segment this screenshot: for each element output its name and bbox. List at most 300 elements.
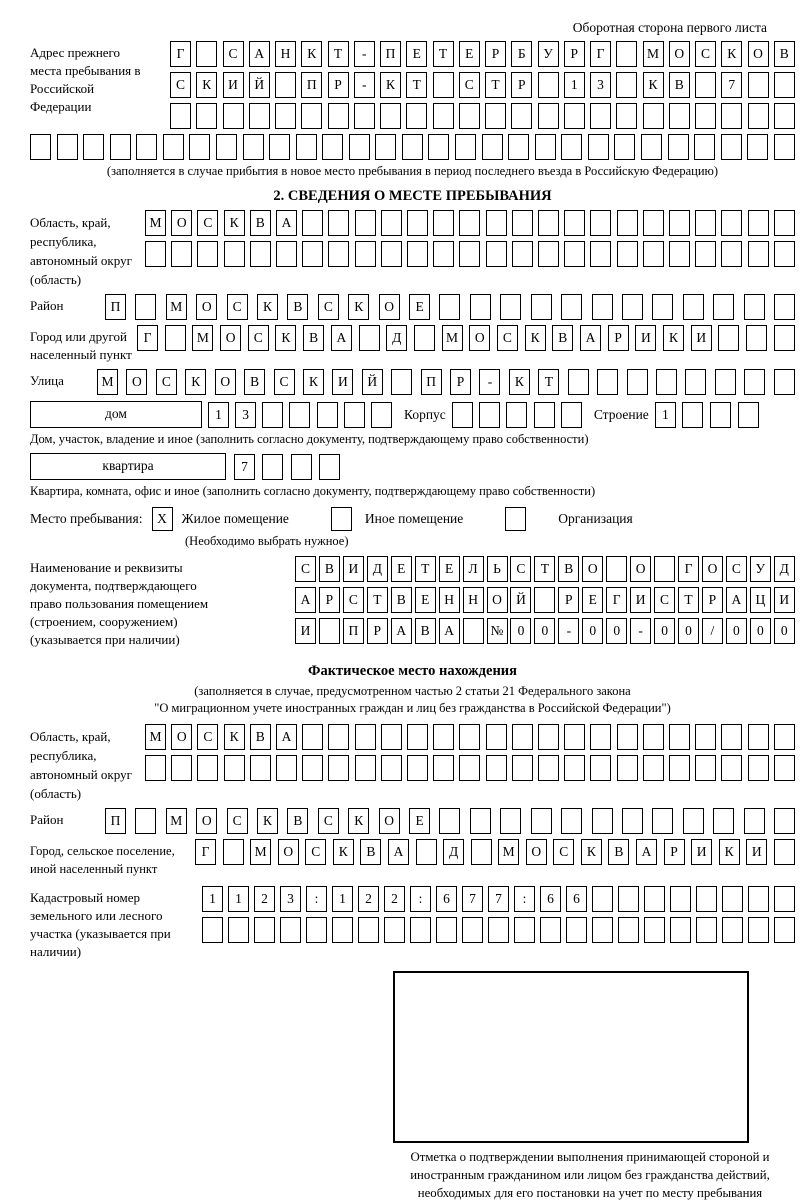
char-cell[interactable] — [669, 103, 690, 129]
char-cell[interactable]: К — [348, 808, 369, 834]
char-cell[interactable] — [355, 241, 376, 267]
char-cell[interactable]: К — [224, 724, 245, 750]
char-cell[interactable] — [618, 886, 639, 912]
char-cell[interactable] — [744, 369, 765, 395]
char-cell[interactable] — [748, 210, 769, 236]
char-cell[interactable] — [774, 72, 795, 98]
char-cell[interactable] — [774, 808, 795, 834]
char-cell[interactable]: Е — [409, 808, 430, 834]
char-cell[interactable]: А — [388, 839, 409, 865]
char-cell[interactable] — [262, 402, 283, 428]
char-cell[interactable]: И — [691, 839, 712, 865]
char-cell[interactable] — [381, 724, 402, 750]
char-cell[interactable]: - — [558, 618, 579, 644]
char-cell[interactable] — [296, 134, 317, 160]
char-cell[interactable] — [433, 755, 454, 781]
char-cell[interactable] — [774, 241, 795, 267]
char-cell[interactable] — [538, 755, 559, 781]
char-cell[interactable]: В — [608, 839, 629, 865]
char-cell[interactable] — [216, 134, 237, 160]
char-cell[interactable] — [406, 103, 427, 129]
char-cell[interactable]: М — [145, 724, 166, 750]
char-cell[interactable] — [695, 210, 716, 236]
char-cell[interactable]: М — [250, 839, 271, 865]
char-cell[interactable] — [322, 134, 343, 160]
char-cell[interactable]: : — [514, 886, 535, 912]
char-cell[interactable]: 1 — [564, 72, 585, 98]
char-cell[interactable] — [564, 755, 585, 781]
char-cell[interactable] — [391, 369, 412, 395]
char-cell[interactable]: С — [274, 369, 295, 395]
char-cell[interactable]: К — [721, 41, 742, 67]
char-cell[interactable]: П — [301, 72, 322, 98]
char-cell[interactable] — [721, 134, 742, 160]
char-cell[interactable]: Й — [510, 587, 531, 613]
char-cell[interactable] — [696, 886, 717, 912]
char-cell[interactable]: И — [635, 325, 656, 351]
char-cell[interactable]: К — [196, 72, 217, 98]
char-cell[interactable] — [747, 134, 768, 160]
char-cell[interactable]: С — [343, 587, 364, 613]
char-cell[interactable]: - — [354, 72, 375, 98]
char-cell[interactable] — [482, 134, 503, 160]
char-cell[interactable] — [508, 134, 529, 160]
char-cell[interactable] — [349, 134, 370, 160]
char-cell[interactable]: В — [287, 294, 308, 320]
char-cell[interactable] — [695, 103, 716, 129]
char-cell[interactable] — [590, 210, 611, 236]
char-cell[interactable] — [135, 808, 156, 834]
char-cell[interactable]: П — [380, 41, 401, 67]
char-cell[interactable]: А — [439, 618, 460, 644]
char-cell[interactable] — [710, 402, 731, 428]
char-cell[interactable] — [721, 210, 742, 236]
char-cell[interactable]: Д — [443, 839, 464, 865]
char-cell[interactable]: 7 — [488, 886, 509, 912]
char-cell[interactable]: С — [295, 556, 316, 582]
char-cell[interactable] — [452, 402, 473, 428]
char-cell[interactable] — [617, 724, 638, 750]
char-cell[interactable]: 3 — [280, 886, 301, 912]
char-cell[interactable] — [654, 556, 675, 582]
char-cell[interactable]: О — [630, 556, 651, 582]
char-cell[interactable] — [668, 134, 689, 160]
char-cell[interactable] — [433, 724, 454, 750]
char-cell[interactable]: 0 — [750, 618, 771, 644]
char-cell[interactable] — [319, 618, 340, 644]
char-cell[interactable]: Р — [328, 72, 349, 98]
char-cell[interactable]: И — [223, 72, 244, 98]
char-cell[interactable] — [355, 210, 376, 236]
char-cell[interactable] — [748, 241, 769, 267]
char-cell[interactable] — [433, 72, 454, 98]
char-cell[interactable]: А — [580, 325, 601, 351]
char-cell[interactable]: И — [746, 839, 767, 865]
char-cell[interactable]: 7 — [234, 454, 255, 480]
char-cell[interactable]: 0 — [606, 618, 627, 644]
char-cell[interactable] — [459, 755, 480, 781]
char-cell[interactable]: Н — [463, 587, 484, 613]
char-cell[interactable] — [486, 241, 507, 267]
char-cell[interactable] — [744, 808, 765, 834]
char-cell[interactable] — [669, 241, 690, 267]
char-cell[interactable] — [748, 72, 769, 98]
char-cell[interactable] — [280, 917, 301, 943]
char-cell[interactable] — [250, 241, 271, 267]
char-cell[interactable] — [512, 724, 533, 750]
char-cell[interactable]: М — [643, 41, 664, 67]
char-cell[interactable]: О — [171, 724, 192, 750]
char-cell[interactable]: К — [581, 839, 602, 865]
char-cell[interactable]: О — [278, 839, 299, 865]
char-cell[interactable] — [301, 103, 322, 129]
char-cell[interactable] — [196, 103, 217, 129]
char-cell[interactable]: В — [391, 587, 412, 613]
char-cell[interactable]: 2 — [358, 886, 379, 912]
char-cell[interactable] — [669, 210, 690, 236]
char-cell[interactable]: К — [663, 325, 684, 351]
char-cell[interactable] — [774, 134, 795, 160]
char-cell[interactable] — [407, 755, 428, 781]
char-cell[interactable]: 2 — [254, 886, 275, 912]
char-cell[interactable]: А — [249, 41, 270, 67]
char-cell[interactable]: С — [318, 294, 339, 320]
char-cell[interactable] — [721, 103, 742, 129]
char-cell[interactable] — [381, 755, 402, 781]
char-cell[interactable] — [459, 210, 480, 236]
char-cell[interactable]: 6 — [436, 886, 457, 912]
char-cell[interactable] — [512, 210, 533, 236]
char-cell[interactable] — [223, 103, 244, 129]
char-cell[interactable] — [564, 210, 585, 236]
char-cell[interactable] — [531, 294, 552, 320]
char-cell[interactable] — [561, 808, 582, 834]
char-cell[interactable]: О — [526, 839, 547, 865]
char-cell[interactable]: Р — [367, 618, 388, 644]
char-cell[interactable] — [670, 917, 691, 943]
char-cell[interactable] — [592, 294, 613, 320]
char-cell[interactable] — [774, 325, 795, 351]
char-cell[interactable] — [486, 210, 507, 236]
char-cell[interactable]: Г — [195, 839, 216, 865]
char-cell[interactable] — [470, 808, 491, 834]
char-cell[interactable] — [643, 210, 664, 236]
char-cell[interactable] — [534, 402, 555, 428]
char-cell[interactable] — [682, 402, 703, 428]
char-cell[interactable] — [685, 369, 706, 395]
char-cell[interactable] — [135, 294, 156, 320]
char-cell[interactable] — [275, 72, 296, 98]
char-cell[interactable] — [486, 724, 507, 750]
char-cell[interactable]: К — [348, 294, 369, 320]
char-cell[interactable] — [694, 134, 715, 160]
char-cell[interactable] — [462, 917, 483, 943]
char-cell[interactable]: К — [509, 369, 530, 395]
char-cell[interactable] — [479, 402, 500, 428]
char-cell[interactable]: 0 — [774, 618, 795, 644]
char-cell[interactable] — [721, 755, 742, 781]
char-cell[interactable] — [627, 369, 648, 395]
char-cell[interactable]: О — [487, 587, 508, 613]
char-cell[interactable] — [748, 917, 769, 943]
char-cell[interactable] — [696, 917, 717, 943]
char-cell[interactable] — [590, 241, 611, 267]
char-cell[interactable] — [774, 294, 795, 320]
checkbox-other-premises[interactable] — [331, 507, 352, 531]
char-cell[interactable]: Р — [558, 587, 579, 613]
char-cell[interactable]: Т — [678, 587, 699, 613]
char-cell[interactable]: Р — [702, 587, 723, 613]
char-cell[interactable] — [746, 325, 767, 351]
char-cell[interactable]: Т — [328, 41, 349, 67]
char-cell[interactable]: П — [343, 618, 364, 644]
char-cell[interactable]: Р — [511, 72, 532, 98]
char-cell[interactable] — [459, 241, 480, 267]
char-cell[interactable]: М — [166, 294, 187, 320]
char-cell[interactable] — [722, 886, 743, 912]
char-cell[interactable] — [512, 241, 533, 267]
char-cell[interactable] — [110, 134, 131, 160]
char-cell[interactable] — [512, 755, 533, 781]
char-cell[interactable]: С — [726, 556, 747, 582]
char-cell[interactable] — [189, 134, 210, 160]
char-cell[interactable]: О — [196, 808, 217, 834]
char-cell[interactable]: Е — [459, 41, 480, 67]
char-cell[interactable] — [748, 724, 769, 750]
char-cell[interactable] — [748, 103, 769, 129]
char-cell[interactable]: 1 — [202, 886, 223, 912]
char-cell[interactable] — [384, 917, 405, 943]
char-cell[interactable]: Т — [406, 72, 427, 98]
char-cell[interactable]: И — [691, 325, 712, 351]
char-cell[interactable]: Е — [582, 587, 603, 613]
char-cell[interactable]: С — [654, 587, 675, 613]
char-cell[interactable] — [463, 618, 484, 644]
char-cell[interactable] — [145, 755, 166, 781]
char-cell[interactable]: Г — [678, 556, 699, 582]
char-cell[interactable] — [243, 134, 264, 160]
char-cell[interactable] — [590, 103, 611, 129]
char-cell[interactable] — [197, 241, 218, 267]
char-cell[interactable]: У — [750, 556, 771, 582]
char-cell[interactable] — [643, 103, 664, 129]
char-cell[interactable] — [470, 294, 491, 320]
char-cell[interactable] — [165, 325, 186, 351]
char-cell[interactable]: К — [257, 294, 278, 320]
char-cell[interactable] — [328, 210, 349, 236]
char-cell[interactable] — [197, 755, 218, 781]
char-cell[interactable] — [332, 917, 353, 943]
char-cell[interactable] — [485, 103, 506, 129]
char-cell[interactable]: В — [558, 556, 579, 582]
char-cell[interactable]: Д — [367, 556, 388, 582]
char-cell[interactable] — [669, 724, 690, 750]
char-cell[interactable]: 0 — [654, 618, 675, 644]
char-cell[interactable]: О — [215, 369, 236, 395]
char-cell[interactable] — [407, 724, 428, 750]
char-cell[interactable]: 1 — [228, 886, 249, 912]
char-cell[interactable]: Е — [406, 41, 427, 67]
char-cell[interactable]: А — [636, 839, 657, 865]
char-cell[interactable]: В — [319, 556, 340, 582]
char-cell[interactable]: Н — [275, 41, 296, 67]
char-cell[interactable]: 1 — [208, 402, 229, 428]
char-cell[interactable] — [57, 134, 78, 160]
char-cell[interactable] — [718, 325, 739, 351]
char-cell[interactable]: М — [498, 839, 519, 865]
char-cell[interactable]: 0 — [726, 618, 747, 644]
char-cell[interactable]: : — [410, 886, 431, 912]
char-cell[interactable]: В — [669, 72, 690, 98]
char-cell[interactable] — [254, 917, 275, 943]
char-cell[interactable] — [328, 103, 349, 129]
char-cell[interactable]: 1 — [332, 886, 353, 912]
char-cell[interactable] — [375, 134, 396, 160]
char-cell[interactable]: № — [487, 618, 508, 644]
char-cell[interactable] — [618, 917, 639, 943]
char-cell[interactable] — [644, 917, 665, 943]
char-cell[interactable] — [249, 103, 270, 129]
char-cell[interactable] — [748, 755, 769, 781]
checkbox-residential[interactable]: X — [152, 507, 173, 531]
char-cell[interactable]: В — [250, 210, 271, 236]
char-cell[interactable] — [262, 454, 283, 480]
char-cell[interactable]: : — [306, 886, 327, 912]
char-cell[interactable] — [223, 839, 244, 865]
char-cell[interactable] — [459, 103, 480, 129]
char-cell[interactable] — [436, 917, 457, 943]
char-cell[interactable]: С — [197, 210, 218, 236]
char-cell[interactable] — [616, 72, 637, 98]
char-cell[interactable] — [561, 294, 582, 320]
char-cell[interactable] — [500, 808, 521, 834]
char-cell[interactable] — [606, 556, 627, 582]
char-cell[interactable]: К — [257, 808, 278, 834]
char-cell[interactable]: В — [287, 808, 308, 834]
char-cell[interactable] — [683, 294, 704, 320]
char-cell[interactable]: Ц — [750, 587, 771, 613]
char-cell[interactable]: С — [695, 41, 716, 67]
char-cell[interactable] — [538, 210, 559, 236]
char-cell[interactable] — [381, 210, 402, 236]
char-cell[interactable]: Й — [249, 72, 270, 98]
char-cell[interactable]: 0 — [534, 618, 555, 644]
char-cell[interactable] — [410, 917, 431, 943]
char-cell[interactable]: К — [275, 325, 296, 351]
char-cell[interactable]: С — [227, 294, 248, 320]
char-cell[interactable] — [433, 103, 454, 129]
char-cell[interactable] — [302, 724, 323, 750]
char-cell[interactable]: И — [630, 587, 651, 613]
char-cell[interactable] — [433, 210, 454, 236]
char-cell[interactable] — [328, 241, 349, 267]
char-cell[interactable]: В — [360, 839, 381, 865]
char-cell[interactable]: 3 — [590, 72, 611, 98]
char-cell[interactable]: Т — [433, 41, 454, 67]
char-cell[interactable]: К — [224, 210, 245, 236]
char-cell[interactable] — [416, 839, 437, 865]
char-cell[interactable] — [564, 724, 585, 750]
char-cell[interactable]: О — [702, 556, 723, 582]
char-cell[interactable] — [402, 134, 423, 160]
char-cell[interactable] — [250, 755, 271, 781]
char-cell[interactable] — [538, 103, 559, 129]
char-cell[interactable]: Л — [463, 556, 484, 582]
char-cell[interactable]: 6 — [566, 886, 587, 912]
char-cell[interactable] — [355, 755, 376, 781]
char-cell[interactable] — [713, 808, 734, 834]
char-cell[interactable] — [774, 839, 795, 865]
char-cell[interactable] — [538, 241, 559, 267]
char-cell[interactable]: Г — [606, 587, 627, 613]
char-cell[interactable] — [592, 917, 613, 943]
char-cell[interactable] — [540, 917, 561, 943]
char-cell[interactable] — [171, 755, 192, 781]
char-cell[interactable]: С — [497, 325, 518, 351]
char-cell[interactable]: К — [301, 41, 322, 67]
char-cell[interactable]: Г — [137, 325, 158, 351]
char-cell[interactable]: Г — [590, 41, 611, 67]
char-cell[interactable] — [713, 294, 734, 320]
char-cell[interactable] — [355, 724, 376, 750]
char-cell[interactable]: К — [380, 72, 401, 98]
char-cell[interactable]: Е — [409, 294, 430, 320]
char-cell[interactable]: О — [748, 41, 769, 67]
char-cell[interactable]: 3 — [235, 402, 256, 428]
char-cell[interactable]: К — [185, 369, 206, 395]
char-cell[interactable] — [721, 724, 742, 750]
char-cell[interactable] — [534, 587, 555, 613]
char-cell[interactable]: А — [331, 325, 352, 351]
char-cell[interactable] — [407, 210, 428, 236]
checkbox-organization[interactable] — [505, 507, 526, 531]
char-cell[interactable] — [774, 210, 795, 236]
char-cell[interactable] — [721, 241, 742, 267]
char-cell[interactable] — [590, 755, 611, 781]
char-cell[interactable] — [622, 808, 643, 834]
char-cell[interactable]: В — [552, 325, 573, 351]
char-cell[interactable] — [622, 294, 643, 320]
char-cell[interactable]: О — [379, 294, 400, 320]
char-cell[interactable] — [590, 724, 611, 750]
char-cell[interactable]: О — [669, 41, 690, 67]
char-cell[interactable]: М — [166, 808, 187, 834]
char-cell[interactable]: И — [774, 587, 795, 613]
char-cell[interactable]: Р — [485, 41, 506, 67]
char-cell[interactable] — [317, 402, 338, 428]
char-cell[interactable] — [486, 755, 507, 781]
char-cell[interactable] — [748, 886, 769, 912]
char-cell[interactable] — [561, 134, 582, 160]
char-cell[interactable]: В — [303, 325, 324, 351]
char-cell[interactable] — [683, 808, 704, 834]
char-cell[interactable]: Т — [415, 556, 436, 582]
char-cell[interactable] — [145, 241, 166, 267]
char-cell[interactable]: А — [295, 587, 316, 613]
char-cell[interactable] — [171, 241, 192, 267]
char-cell[interactable] — [774, 755, 795, 781]
char-cell[interactable] — [428, 134, 449, 160]
char-cell[interactable]: К — [303, 369, 324, 395]
char-cell[interactable] — [738, 402, 759, 428]
char-cell[interactable]: В — [244, 369, 265, 395]
char-cell[interactable] — [381, 241, 402, 267]
char-cell[interactable] — [269, 134, 290, 160]
char-cell[interactable]: Н — [439, 587, 460, 613]
char-cell[interactable]: У — [538, 41, 559, 67]
char-cell[interactable] — [617, 241, 638, 267]
char-cell[interactable] — [439, 808, 460, 834]
